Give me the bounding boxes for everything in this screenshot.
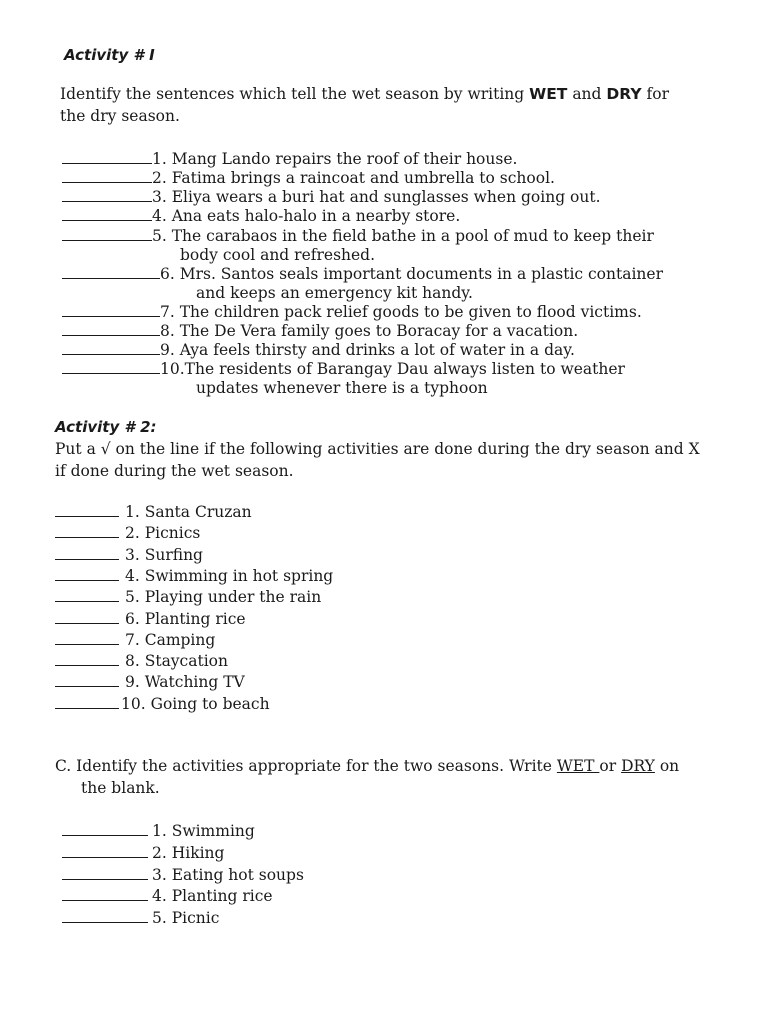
answer-blank[interactable] [62,843,148,858]
activity-2-item [55,523,200,543]
activity-c-item [62,908,219,928]
item-text: 5. Picnic [152,909,220,928]
item-text-continued: and keeps an emergency kit handy. [196,284,473,302]
answer-blank[interactable] [62,226,152,241]
activity-1-item [62,359,625,398]
activity-1-heading: Activity # I [64,46,155,64]
instruction-text: Identify the sentences which tell the wet season by writing [60,85,530,103]
wet-keyword: WET [529,85,568,103]
instruction-text: the blank. [81,779,160,797]
answer-blank[interactable] [62,340,160,355]
instruction-text: or [599,757,622,775]
instruction-text: on [654,757,680,775]
answer-blank[interactable] [55,651,119,666]
answer-blank[interactable] [55,587,119,602]
item-text-continued: body cool and refreshed. [180,246,376,264]
dry-keyword: DRY [606,85,642,103]
answer-blank[interactable] [55,630,119,645]
activity-2-item [55,566,333,586]
activity-2-instructions [55,438,745,482]
activity-c-item [62,821,255,841]
activity-c-item [62,843,224,863]
instruction-text: if done during the wet season. [55,462,294,480]
activity-1-item [62,264,663,303]
answer-blank[interactable] [55,523,119,538]
item-text: 6. Mrs. Santos seals important documents in a plastic container [160,265,663,283]
instruction-text: C. Identify the activities appropriate for the two seasons. Write [55,757,557,775]
activity-2-item [55,630,215,650]
item-text: 8. Staycation [125,652,228,671]
activity-1-item [62,168,555,188]
answer-blank[interactable] [62,302,160,317]
activity-1-item [62,149,517,169]
instruction-text: for [641,85,669,103]
activity-1-item [62,226,654,265]
item-text: 7. The children pack relief goods to be given to flood victims. [160,303,642,321]
answer-blank[interactable] [55,672,119,687]
item-text-continued: updates whenever there is a typhoon [196,379,488,397]
item-text: 10. Going to beach [121,694,270,713]
item-text: 8. The De Vera family goes to Boracay for a vacation. [160,322,579,340]
answer-blank[interactable] [62,187,152,202]
activity-1-item [62,206,460,226]
answer-blank[interactable] [55,694,119,709]
item-text: 3. Eliya wears a buri hat and sunglasses when going out. [152,188,601,206]
activity-2-item [55,587,321,607]
answer-blank[interactable] [62,264,160,279]
item-text: 1. Santa Cruzan [125,503,252,521]
item-text: 3. Surfing [125,545,203,564]
activity-2-item [55,651,228,671]
answer-blank[interactable] [62,865,148,880]
item-text: 1. Mang Lando repairs the roof of their house. [152,150,518,168]
item-text: 1. Swimming [152,822,255,840]
activity-2-item [55,694,270,714]
item-text: 9. Watching TV [125,673,245,692]
answer-blank[interactable] [62,908,148,923]
item-text: 5. Playing under the rain [125,588,322,607]
answer-blank[interactable] [62,821,148,836]
item-text: 10.The residents of Barangay Dau always listen to weather [160,360,625,378]
answer-blank[interactable] [62,149,152,164]
activity-c-instructions [55,755,745,799]
dry-keyword: DRY [621,757,655,775]
answer-blank[interactable] [55,502,119,517]
answer-blank[interactable] [62,359,160,374]
instruction-text: and [567,85,607,103]
activity-2-item [55,502,252,522]
activity-2-item [55,545,203,565]
activity-1-item [62,302,642,322]
answer-blank[interactable] [62,168,152,183]
item-text: 4. Planting rice [152,887,273,906]
answer-blank[interactable] [55,545,119,560]
item-text: 4. Ana eats halo-halo in a nearby store. [152,207,461,225]
activity-c-item [62,865,304,885]
activity-2-heading: Activity # 2: [55,418,157,436]
activity-1-item [62,321,578,341]
wet-keyword: WET [556,757,600,775]
item-text: 2. Picnics [125,524,201,543]
item-text: 2. Hiking [152,843,225,862]
item-text: 2. Fatima brings a raincoat and umbrella to school. [152,169,555,187]
activity-1-item [62,340,575,360]
answer-blank[interactable] [62,206,152,221]
item-text: 3. Eating hot soups [152,865,304,884]
instruction-text: Put a √ on the line if the following activities are done during the dry season and X [55,440,700,458]
item-text: 6. Planting rice [125,609,246,628]
item-text: 9. Aya feels thirsty and drinks a lot of water in a day. [160,341,575,359]
answer-blank[interactable] [55,609,119,624]
activity-2-item [55,609,246,629]
answer-blank[interactable] [62,886,148,901]
activity-1-item [62,187,601,207]
item-text: 7. Camping [125,630,216,649]
answer-blank[interactable] [62,321,160,336]
item-text: 5. The carabaos in the field bathe in a pool of mud to keep their [152,227,654,245]
answer-blank[interactable] [55,566,119,581]
instruction-text: the dry season. [60,107,180,125]
activity-c-item [62,886,273,906]
activity-1-instructions [60,83,730,127]
item-text: 4. Swimming in hot spring [125,566,334,585]
activity-2-item [55,672,245,692]
